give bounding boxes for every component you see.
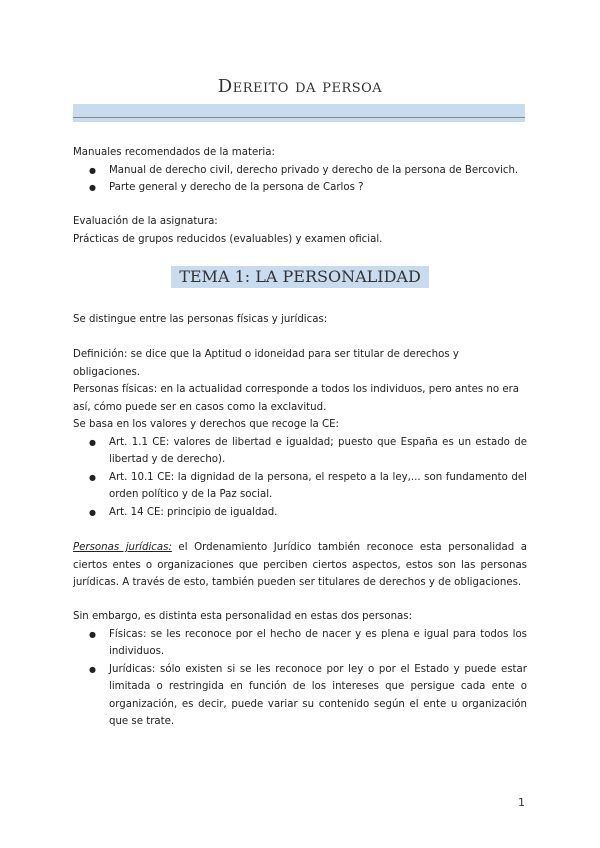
however-heading: Sin embargo, es distinta esta personalidad en estas dos personas: [73, 611, 413, 622]
values-heading: Se basa en los valores y derechos que recoge la CE: [73, 419, 339, 430]
manuals-heading: Manuales recomendados de la materia: [73, 147, 275, 158]
list-item: ● Manual de derecho civil, derecho privado y derecho de la persona de Bercovich. [73, 162, 527, 180]
list-item: ● Art. 14 CE: principio de igualdad. [73, 504, 527, 522]
list-item: ● Art. 1.1 CE: valores de libertad e igualdad; puesto que España es un estado de libertad y de derecho). [73, 434, 527, 469]
values-block [73, 416, 527, 521]
juridical-text: el Ordenamiento Jurídico también reconoce esta personalidad a ciertos entes o organizaciones que perciben ciertos aspectos, estos son las personas jurídicas. A través de esto, también pueden ser titulares de derechos y de obligaciones. [73, 542, 527, 588]
distinguish-text: Se distingue entre las personas físicas y jurídicas: [73, 314, 328, 325]
list-item: ● Parte general y derecho de la persona de Carlos ? [73, 179, 527, 197]
evaluation-block [73, 213, 527, 248]
definition-block [73, 346, 527, 416]
list-item: ● Jurídicas: sólo existen si se les reconoce por ley o por el Estado y puede estar limitada o restringida en función de los intereses que persigue cada ente o organización, es decir, puede variar su contenido según el ente u organización que se trate. [73, 661, 527, 731]
however-block [73, 608, 527, 731]
title-highlight-bar [73, 104, 525, 122]
distinguish-paragraph [73, 311, 527, 329]
evaluation-text: Prácticas de grupos reducidos (evaluables) y examen oficial. [73, 233, 383, 245]
section-header [0, 266, 600, 288]
title-underline [73, 117, 525, 118]
list-item: ● Art. 10.1 CE: la dignidad de la persona, el respeto a la ley,... son fundamento del orden político y de la Paz social. [73, 469, 527, 504]
juridical-paragraph [73, 539, 527, 592]
values-list [73, 434, 527, 522]
juridical-label: Personas jurídicas: [73, 542, 172, 553]
evaluation-heading: Evaluación de la asignatura: [73, 216, 218, 227]
section-title: TEMA 1: LA PERSONALIDAD [171, 266, 429, 288]
manuals-block [73, 144, 527, 197]
manuals-list [73, 162, 527, 197]
physical-persons-text: Personas físicas: en la actualidad corresponde a todos los individuos, pero antes no era así, cómo puede ser en casos como la exclavitud. [73, 384, 520, 413]
page-number: 1 [518, 796, 525, 809]
document-title: Dereito da persoa [217, 76, 383, 97]
definition-text: Definición: se dice que la Aptitud o idoneidad para ser titular de derechos y obligaciones. [73, 349, 459, 378]
list-item: ● Físicas: se les reconoce por el hecho de nacer y es plena e igual para todos los individuos. [73, 626, 527, 661]
however-list [73, 626, 527, 731]
